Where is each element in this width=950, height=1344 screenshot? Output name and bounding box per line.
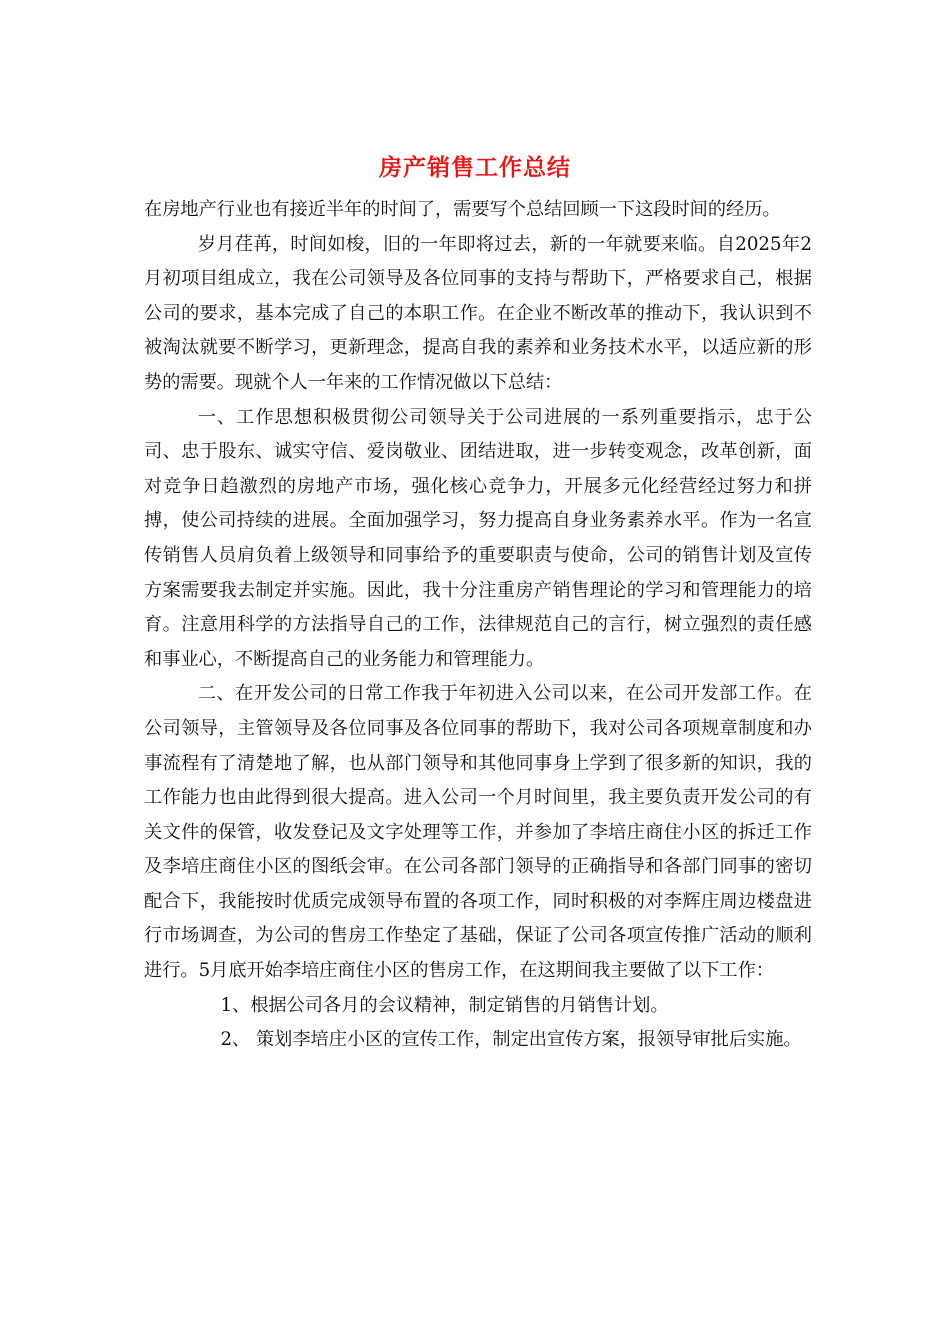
section-one-paragraph: 一、工作思想积极贯彻公司领导关于公司进展的一系列重要指示，忠于公司、忠于股东、诚实守信、爱岗敬业、团结进取，进一步转变观念，改革创新，面对竞争日趋激烈的房地产市场，强化核心竞争力，开展多元化经营经过努力和拼搏，使公司持续的进展。全面加强学习，努力提高自身业务素养水平。作为一名宣传销售人员肩负着上级领导和同事给予的重要职责与使命，公司的销售计划及宣传方案需要我去制定并实施。因此，我十分注重房产销售理论的学习和管理能力的培育。注意用科学的方法指导自己的工作，法律规范自己的言行，树立强烈的责任感和事业心，不断提高自己的业务能力和管理能力。 xyxy=(144,406,812,670)
intro-paragraph: 在房地产行业也有接近半年的时间了，需要写个总结回顾一下这段时间的经历。 xyxy=(144,199,781,220)
list-item-1: 1、根据公司各月的会议精神，制定销售的月销售计划。 xyxy=(220,994,669,1016)
section-two-paragraph: 二、在开发公司的日常工作我于年初进入公司以来，在公司开发部工作。在公司领导，主管领导及各位同事及各位同事的帮助下，我对公司各项规章制度和办事流程有了清楚地了解，也从部门领导和其他同事身上学到了很多新的知识，我的工作能力也由此得到很大提高。进入公司一个月时间里，我主要负责开发公司的有关文件的保管，收发登记及文字处理等工作，并参加了李培庄商住小区的拆迁工作及李培庄商住小区的图纸会审。在公司各部门领导的正确指导和各部门同事的密切配合下，我能按时优质完成领导布置的各项工作，同时积极的对李辉庄周边楼盘进行市场调查，为公司的售房工作垫定了基础，保证了公司各项宣传推广活动的顺利进行。5月底开始李培庄商住小区的售房工作，在这期间我主要做了以下工作： xyxy=(144,683,812,982)
document-body xyxy=(144,193,812,1058)
document-title: 房产销售工作总结 xyxy=(379,155,571,181)
list-item-2: 2、 策划李培庄小区的宣传工作，制定出宣传方案，报领导审批后实施。 xyxy=(220,1029,802,1051)
opening-paragraph: 岁月荏苒，时间如梭，旧的一年即将过去，新的一年就要来临。自2025年2月初项目组成立，我在公司领导及各位同事的支持与帮助下，严格要求自己，根据公司的要求，基本完成了自己的本职工作。在企业不断改革的推动下，我认识到不被淘汰就要不断学习，更新理念，提高自我的素养和业务技术水平，以适应新的形势的需要。现就个人一年来的工作情况做以下总结： xyxy=(144,233,812,393)
